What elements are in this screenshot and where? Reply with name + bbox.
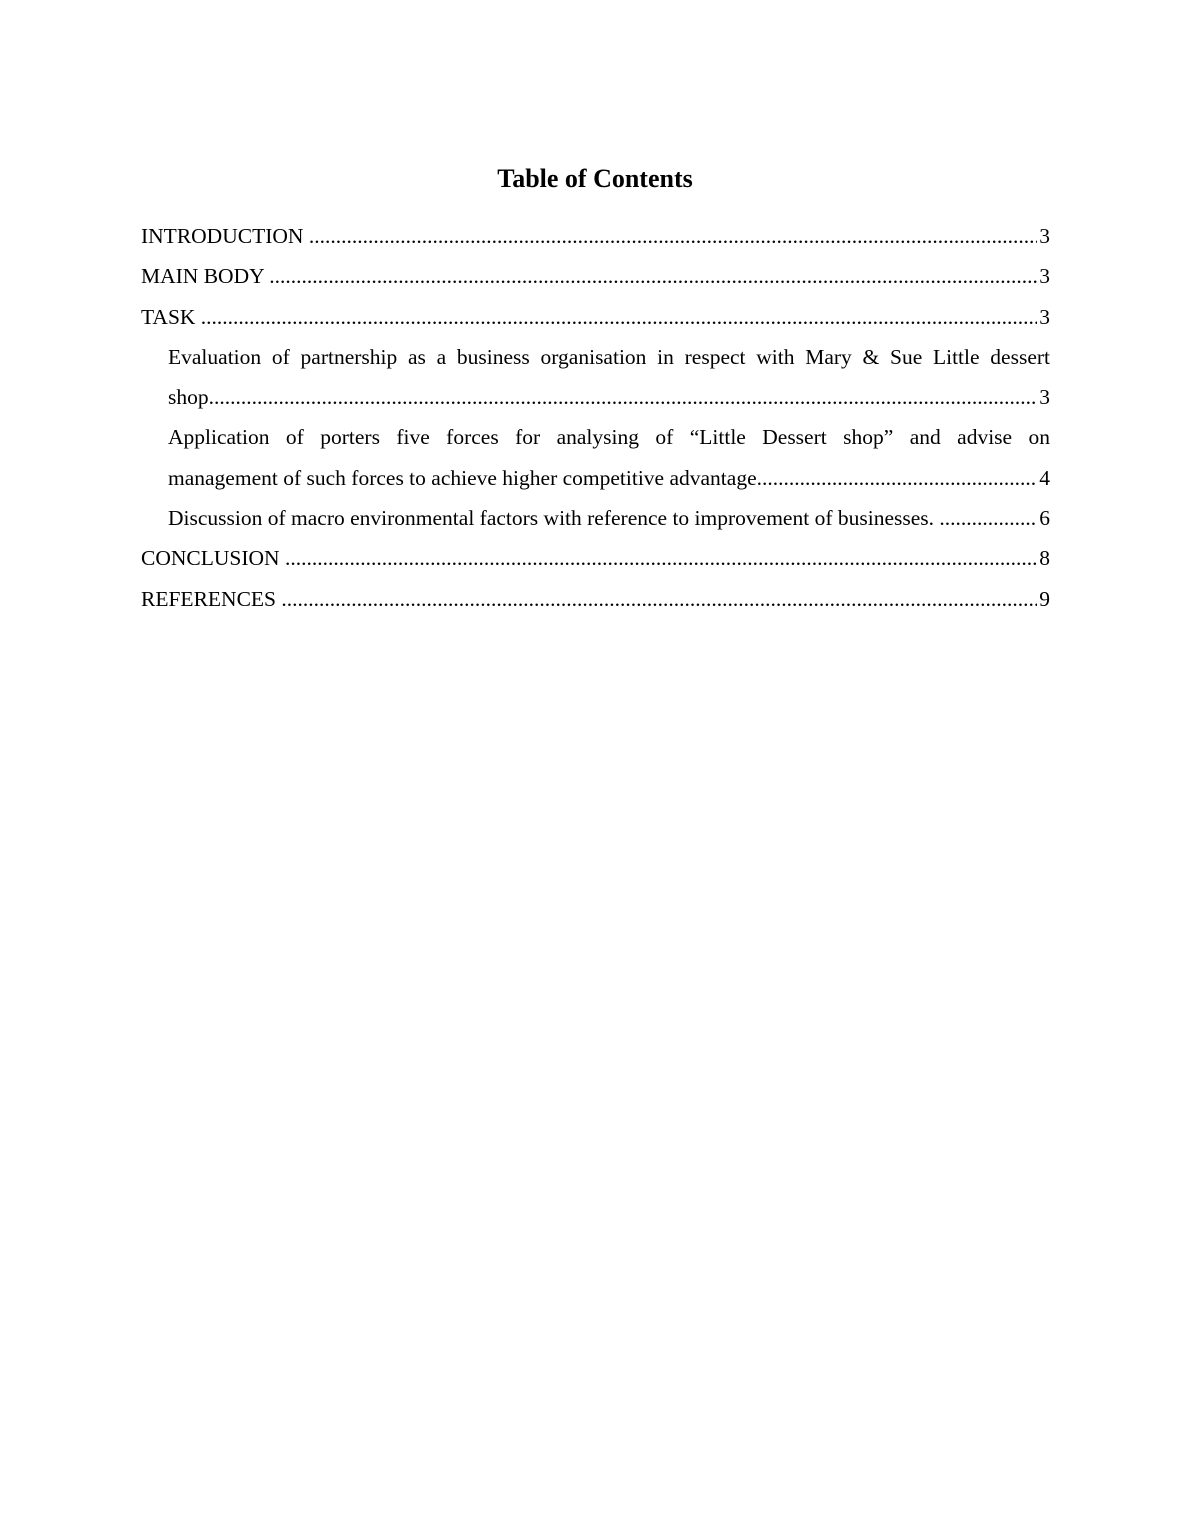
toc-entry-label: REFERENCES ..... — [141, 579, 1050, 619]
toc-entry-main-body[interactable] — [141, 256, 1050, 296]
toc-entry-conclusion[interactable] — [141, 538, 1050, 578]
toc-entry-label: CONCLUSION ..... — [141, 538, 1050, 578]
toc-page-number: 3 — [1037, 297, 1050, 337]
toc-page-number: 3 — [1037, 256, 1050, 296]
toc-entry-last-line — [168, 458, 1050, 498]
toc-entry-last-line — [168, 377, 1050, 417]
toc-entry-label: Discussion of macro environmental factors with reference to improvement of businesses. ..... — [168, 498, 1050, 538]
toc-page-number: 6 — [1037, 498, 1050, 538]
toc-entry-label: INTRODUCTION ..... — [141, 216, 1050, 256]
toc-entry-references[interactable] — [141, 579, 1050, 619]
toc-page-number: 3 — [1037, 377, 1050, 417]
toc-entry-introduction[interactable] — [141, 216, 1050, 256]
toc-page-number: 9 — [1037, 579, 1050, 619]
toc-entry-label: MAIN BODY ..... — [141, 256, 1050, 296]
toc-entry-porters-five-forces[interactable] — [141, 417, 1050, 498]
toc-entry-label-line1: Evaluation of partnership as a business organisation in respect with Mary & Sue Little dessert — [168, 344, 1050, 369]
toc-entry-label-line2: management of such forces to achieve higher competitive advantage ..... — [168, 458, 1050, 498]
toc-entry-label-line1: Application of porters five forces for analysing of “Little Dessert shop” and advise on — [168, 425, 1050, 450]
toc-entry-label-line2: shop ..... — [168, 377, 1050, 417]
toc-entry-label: TASK ..... — [141, 297, 1050, 337]
toc-entry-partnership-evaluation[interactable] — [141, 337, 1050, 418]
toc-page-number: 4 — [1037, 458, 1050, 498]
toc-list — [141, 216, 1050, 619]
toc-entry-task[interactable] — [141, 297, 1050, 337]
toc-page-number: 3 — [1037, 216, 1050, 256]
toc-page-number: 8 — [1037, 538, 1050, 578]
toc-entry-macro-environmental[interactable] — [141, 498, 1050, 538]
toc-title: Table of Contents — [497, 164, 693, 193]
